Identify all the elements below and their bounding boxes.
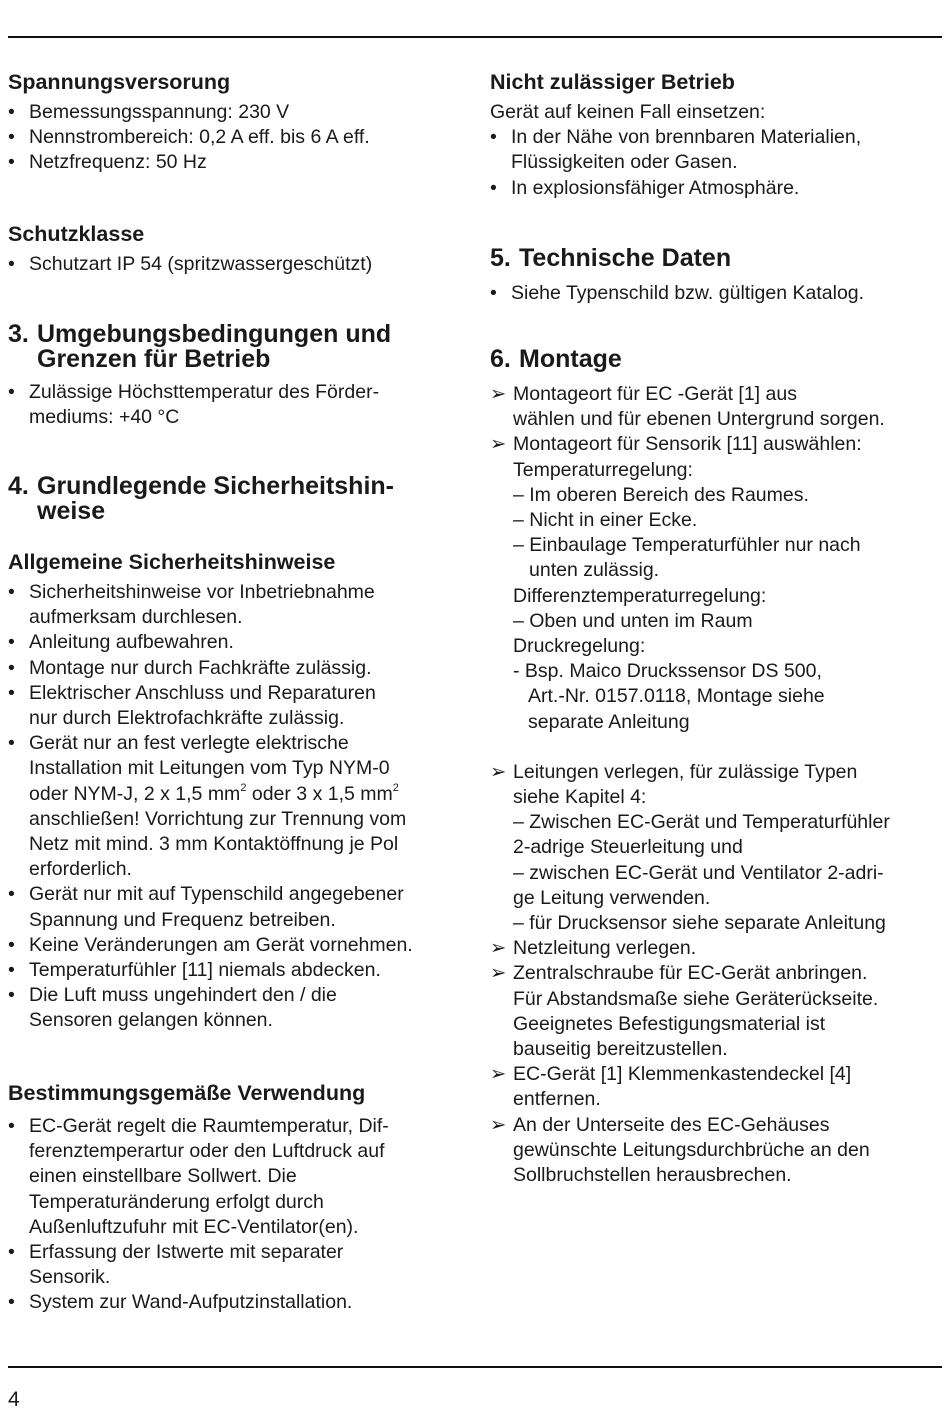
bullet-list (8, 100, 463, 176)
section-schutzklasse (8, 221, 463, 277)
step-line: entfernen. (513, 1088, 601, 1111)
arrow-icon: ➢ (490, 760, 507, 783)
list-item (8, 580, 463, 630)
section-title-line: Grenzen für Betrieb (37, 345, 271, 373)
list-item-line: Netz mit mind. 3 mm Kontaktöffnung je Pol (29, 833, 399, 856)
arrow-icon: ➢ (490, 1063, 507, 1086)
step-line: Geeignetes Befestigungsmaterial ist (513, 1012, 826, 1035)
bullet-list (8, 1114, 463, 1316)
list-item: • Schutzart IP 54 (spritzwassergeschützt) (8, 252, 463, 277)
arrow-icon: ➢ (490, 383, 507, 405)
list-item-line: nur durch Elektrofachkräfte zulässig. (29, 707, 345, 730)
list-item-line: • Sicherheitshinweise vor Inbetriebnahme (29, 581, 375, 603)
bullet-list (490, 125, 942, 201)
step-item (490, 760, 942, 936)
list-item (8, 983, 463, 1033)
text-run: oder 3 x 1,5 mm (246, 782, 393, 805)
step-line: ge Leitung verwenden. (513, 886, 711, 909)
list-item (8, 731, 463, 882)
list-item (8, 882, 463, 932)
list-item-line: Installation mit Leitungen vom Typ NYM-0 (29, 757, 390, 780)
step-item (490, 961, 942, 1062)
arrow-icon: ➢ (490, 937, 507, 960)
step-line: – für Drucksensor siehe separate Anleitung (513, 912, 886, 935)
list-item: • Bemessungsspannung: 230 V (8, 100, 463, 125)
list-item (490, 125, 942, 175)
list-item: • Siehe Typenschild bzw. gültigen Katalog. (490, 281, 942, 306)
list-item-line: Temperaturänderung erfolgt durch (29, 1190, 324, 1213)
section-5 (490, 246, 942, 306)
list-item (8, 681, 463, 731)
step-item (490, 936, 942, 961)
step-line: EC-Gerät [1] Klemmenkastendeckel [4] (513, 1063, 852, 1086)
list-item-line: • In der Nähe von brennbaren Materialien, (511, 126, 862, 149)
step-line: 2-adrige Steuerleitung und (513, 836, 743, 859)
page-number: 4 (8, 1388, 20, 1411)
section-heading-6 (490, 347, 942, 372)
step-line: Für Abstandsmaße siehe Geräterückseite. (513, 987, 879, 1010)
subheading-spannungsversorgung: Spannungsversorung (8, 70, 231, 94)
bullet-list (8, 380, 463, 430)
step-line: – Zwischen EC-Gerät und Temperaturfühler (513, 811, 890, 834)
bullet-list (490, 281, 942, 306)
list-item-line: Sensorik. (29, 1266, 111, 1289)
bullet-list (8, 580, 463, 1034)
list-item-line: ferenztemperartur oder den Luftdruck auf (29, 1140, 385, 1163)
section-title-line: Technische Daten (519, 244, 732, 272)
section-title-line: weise (37, 497, 106, 525)
list-item-line: erforderlich. (29, 858, 132, 881)
intro-text: Gerät auf keinen Fall einsetzen: (490, 101, 766, 123)
step-item (490, 432, 942, 734)
section-title-line: Montage (519, 345, 622, 373)
subheading-schutzklasse: Schutzklasse (8, 222, 145, 246)
bottom-rule (8, 1366, 942, 1368)
list-item: • Montage nur durch Fachkräfte zulässig. (8, 656, 463, 681)
step-line: Netzleitung verlegen. (513, 937, 697, 960)
list-item-line: anschließen! Vorrichtung zur Trennung vom (29, 807, 407, 830)
step-line: bauseitig bereitzustellen. (513, 1038, 728, 1061)
list-item: • Keine Veränderungen am Gerät vornehmen. (8, 933, 463, 958)
step-line: – Einbaulage Temperaturfühler nur nach (513, 534, 861, 557)
list-item-line: Sensoren gelangen können. (29, 1009, 273, 1032)
list-item: • System zur Wand-Aufputzinstallation. (8, 1290, 463, 1315)
list-item (8, 380, 463, 430)
list-item-line (29, 782, 463, 807)
list-item-line: • Gerät nur mit auf Typenschild angegebener (29, 883, 404, 906)
step-item (490, 1113, 942, 1189)
section-heading-5 (490, 246, 942, 271)
step-line: gewünschte Leitungsdurchbrüche an den (513, 1138, 870, 1161)
arrow-icon: ➢ (490, 1113, 507, 1136)
list-item: • Anleitung aufbewahren. (8, 630, 463, 655)
step-line: – zwischen EC-Gerät und Ventilator 2-adri- (513, 861, 884, 884)
list-item-line: aufmerksam durchlesen. (29, 606, 243, 629)
section-allgemeine-sicherheitshinweise (8, 549, 463, 1034)
step-item (490, 1062, 942, 1112)
list-item-line: einen einstellbare Sollwert. Die (29, 1165, 297, 1188)
step-line: – Nicht in einer Ecke. (513, 509, 698, 532)
step-line: siehe Kapitel 4: (513, 786, 647, 809)
step-line: An der Unterseite des EC-Gehäuses (513, 1113, 830, 1136)
section-heading-4 (8, 474, 463, 524)
list-item: • Netzfrequenz: 50 Hz (8, 150, 463, 175)
list-item-line: Außenluftzufuhr mit EC-Ventilator(en). (29, 1215, 359, 1238)
list-item-line: • Erfassung der Istwerte mit separater (29, 1241, 344, 1264)
step-line: Differenztemperaturregelung: (513, 584, 767, 607)
step-line: – Im oberen Bereich des Raumes. (513, 483, 809, 506)
section-spannungsversorgung (8, 69, 463, 176)
subheading-allgemeine-sicherheitshinweise: Allgemeine Sicherheitshinweise (8, 550, 336, 574)
section-number: 6. (490, 345, 511, 373)
step-line: Druckregelung: (513, 635, 646, 658)
step-line: Sollbruchstellen herausbrechen. (513, 1164, 792, 1187)
step-line: - Bsp. Maico Druckssensor DS 500, (513, 660, 822, 683)
list-item-line: Flüssigkeiten oder Gasen. (511, 151, 738, 174)
section-4 (8, 474, 463, 524)
section-number: 3. (8, 320, 29, 348)
section-number: 4. (8, 472, 29, 500)
list-item-line: Spannung und Frequenz betreiben. (29, 908, 336, 931)
list-item-line: • Gerät nur an fest verlegte elektrische (29, 732, 349, 755)
list-item-line: • Elektrischer Anschluss und Reparaturen (29, 681, 376, 704)
list-item-line: • EC-Gerät regelt die Raumtemperatur, Dif- (29, 1115, 389, 1137)
superscript: 2 (392, 782, 399, 795)
step-line: Temperaturregelung: (513, 458, 693, 481)
step-line: Montageort für EC -Gerät [1] aus (513, 383, 797, 405)
step-line: separate Anleitung (528, 710, 690, 733)
step-line: Leitungen verlegen, für zulässige Typen (513, 760, 858, 783)
section-title-line: Grundlegende Sicherheitshin- (37, 472, 394, 500)
text-run: oder NYM-J, 2 x 1,5 mm (29, 782, 241, 805)
step-line: Zentralschraube für EC-Gerät anbringen. (513, 962, 868, 985)
list-item (8, 1114, 463, 1240)
section-3 (8, 322, 463, 430)
top-rule (8, 36, 942, 38)
list-item (8, 1240, 463, 1290)
list-item-line: • Die Luft muss ungehindert den / die (29, 984, 337, 1007)
step-item (490, 382, 942, 432)
section-bestimmungsgemaesse-verwendung (8, 1080, 463, 1316)
section-number: 5. (490, 244, 511, 272)
section-nicht-zulaessiger-betrieb (490, 69, 942, 201)
section-heading-3 (8, 322, 463, 372)
step-line: Montageort für Sensorik [11] auswählen: (513, 433, 862, 456)
list-item: • Temperaturfühler [11] niemals abdecken. (8, 958, 463, 983)
superscript: 2 (240, 782, 247, 795)
arrow-icon: ➢ (490, 962, 507, 985)
step-line: – Oben und unten im Raum (513, 609, 753, 632)
step-list (490, 382, 942, 1188)
section-6 (490, 347, 942, 1188)
section-title-line: Umgebungsbedingungen und (37, 320, 392, 348)
list-item: • Nennstrombereich: 0,2 A eff. bis 6 A eff. (8, 125, 463, 150)
arrow-icon: ➢ (490, 433, 507, 456)
step-line: Art.-Nr. 0157.0118, Montage siehe (528, 685, 825, 708)
step-line: wählen und für ebenen Untergrund sorgen. (513, 408, 885, 431)
list-item: • In explosionsfähiger Atmosphäre. (490, 176, 942, 201)
subheading-bestimmungsgemaesse-verwendung: Bestimmungsgemäße Verwendung (8, 1081, 366, 1105)
list-item-line: mediums: +40 °C (29, 406, 180, 429)
list-item-line: • Zulässige Höchsttemperatur des Förder- (29, 381, 380, 403)
step-line: unten zulässig. (529, 559, 660, 582)
subheading-nicht-zulaessiger-betrieb: Nicht zulässiger Betrieb (490, 70, 735, 94)
bullet-list (8, 252, 463, 277)
